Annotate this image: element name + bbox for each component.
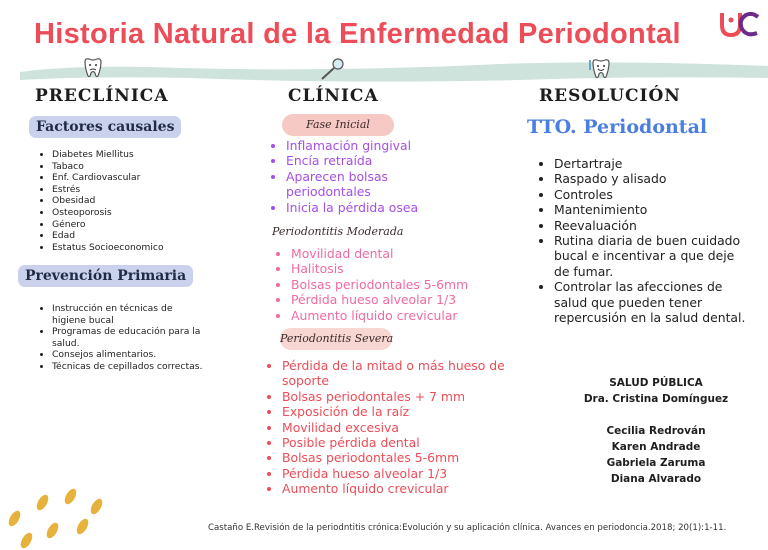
brush-stroke-divider [20, 58, 768, 86]
list-item: • Aumento líquido crevicular [282, 481, 514, 496]
list-item: • Aumento líquido crevicular [291, 308, 491, 323]
list-item: • Movilidad dental [291, 246, 491, 261]
list-item: • Estrés [52, 184, 212, 196]
university-logo-icon [718, 9, 760, 39]
treatment-title: TTO. Periodontal [527, 116, 708, 138]
credits-block [566, 375, 746, 487]
list-item: • Aparecen bolsas periodontales [286, 169, 456, 200]
list-item: • Instrucción en técnicas de higiene bucal [52, 303, 204, 326]
primary-prevention-label: Prevención Primaria [18, 265, 193, 287]
resolucion-heading: RESOLUCIÓN [539, 86, 681, 106]
list-item: • Posible pérdida dental [282, 435, 514, 450]
causal-factors-label: Factores causales [29, 116, 181, 138]
list-item: • Reevaluación [554, 218, 749, 233]
list-item: • Rutina diaria de buen cuidado bucal e incentivar a que deje de fumar. [554, 233, 749, 279]
list-item: • Movilidad excesiva [282, 420, 514, 435]
list-item: • Programas de educación para la salud. [52, 326, 204, 349]
phase-severe-label: Periodontitis Severa [280, 328, 392, 350]
preclinica-heading: PRECLÍNICA [35, 86, 169, 106]
list-item: • Exposición de la raíz [282, 404, 514, 419]
causal-factors-list [36, 149, 212, 253]
list-item: • Mantenimiento [554, 202, 749, 217]
list-item: • Halitosis [291, 261, 491, 276]
list-item: • Dertartraje [554, 156, 749, 171]
phase-moderate-list [275, 246, 491, 323]
author-name: Gabriela Zaruma [606, 457, 706, 469]
list-item: • Encía retraída [286, 153, 456, 168]
list-item: • Diabetes Miellitus [52, 149, 212, 161]
phase-initial-label: Fase Inicial [282, 114, 394, 136]
author-name: Cecilia Redrován [606, 425, 706, 437]
list-item: • Técnicas de cepillados correctas. [52, 361, 204, 373]
sad-tooth-icon [82, 57, 104, 83]
list-item: • Consejos alimentarios. [52, 349, 204, 361]
list-item: • Obesidad [52, 195, 212, 207]
list-item: • Enf. Cardiovascular [52, 172, 212, 184]
list-item: • Bolsas periodontales 5-6mm [291, 277, 491, 292]
list-item: • Controlar las afecciones de salud que pueden tener repercusión en la salud dental. [554, 279, 749, 325]
author-name: Diana Alvarado [610, 473, 702, 485]
list-item: • Bolsas periodontales 5-6mm [282, 450, 514, 465]
decorative-dots [0, 486, 120, 544]
course-name: SALUD PÚBLICA [609, 377, 703, 389]
phase-moderate-label: Periodontitis Moderada [272, 225, 404, 238]
list-item: • Tabaco [52, 161, 212, 173]
list-item: • Osteoporosis [52, 207, 212, 219]
list-item: • Raspado y alisado [554, 171, 749, 186]
list-item: • Pérdida hueso alveolar 1/3 [291, 292, 491, 307]
list-item: • Bolsas periodontales + 7 mm [282, 389, 514, 404]
page-title: Historia Natural de la Enfermedad Periodontal [34, 18, 681, 50]
dental-mirror-icon [318, 57, 346, 85]
list-item: • Género [52, 219, 212, 231]
list-item: • Controles [554, 187, 749, 202]
list-item: • Edad [52, 230, 212, 242]
clinica-heading: CLÍNICA [288, 86, 379, 106]
phase-initial-list [270, 138, 456, 215]
phase-severe-list [266, 358, 514, 497]
list-item: • Estatus Socioeconomico [52, 242, 212, 254]
list-item: • Inflamación gingival [286, 138, 456, 153]
primary-prevention-list [36, 303, 204, 373]
teacher-name: Dra. Cristina Domínguez [583, 393, 729, 405]
list-item: • Inicia la pérdida osea [286, 200, 456, 215]
resolution-list [538, 156, 749, 325]
happy-tooth-icon [588, 58, 614, 84]
list-item: • Pérdida de la mitad o más hueso de soporte [282, 358, 514, 389]
list-item: • Pérdida hueso alveolar 1/3 [282, 466, 514, 481]
author-name: Karen Andrade [611, 441, 701, 453]
citation-text: Castaño E.Revisión de la periodntitis crónica:Evolución y su aplicación clínica. Avances en periodoncia.2018; 20(1):1-11. [208, 523, 727, 533]
